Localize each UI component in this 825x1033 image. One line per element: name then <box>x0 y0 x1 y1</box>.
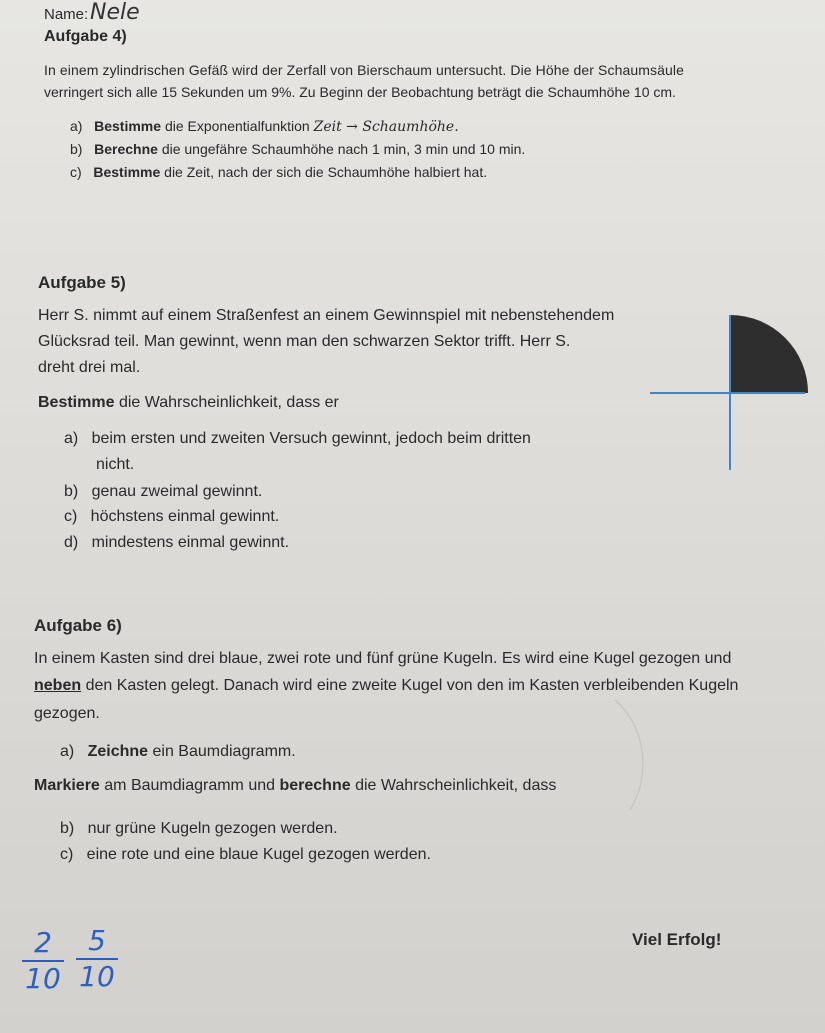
a5-item-b: b) genau zweimal gewinnt. <box>64 483 263 500</box>
a6-intro-2: neben den Kasten gelegt. Danach wird eine zweite Kugel von den im Kasten verbleibenden Kugeln <box>34 677 739 694</box>
a5-item-c: c) höchstens einmal gewinnt. <box>64 508 280 525</box>
a5-lead: Bestimme die Wahrscheinlichkeit, dass er <box>38 394 339 411</box>
handwritten-fraction-1 <box>22 928 64 994</box>
a5-intro-3: dreht drei mal. <box>38 359 141 376</box>
fraction-2-numerator: 5 <box>88 924 106 957</box>
a5-intro-1: Herr S. nimmt auf einem Straßenfest an einem Gewinnspiel mit nebenstehendem <box>38 307 615 324</box>
handwritten-fraction-2 <box>76 926 118 992</box>
name-label: Name: <box>44 6 89 23</box>
wheel-winning-sector <box>730 315 808 393</box>
fraction-2-denominator: 10 <box>79 960 115 993</box>
a5-intro-2: Glücksrad teil. Man gewinnt, wenn man den schwarzen Sektor trifft. Herr S. <box>38 333 571 350</box>
a6-intro-1: In einem Kasten sind drei blaue, zwei rote und fünf grüne Kugeln. Es wird eine Kugel gezogen und <box>34 650 732 667</box>
fraction-1-denominator: 10 <box>25 962 61 995</box>
a6-title: Aufgabe 6) <box>34 616 122 635</box>
fraction-1-numerator: 2 <box>34 926 52 959</box>
a6-item-c: c) eine rote und eine blaue Kugel gezogen werden. <box>60 846 431 863</box>
paper-curl-mark <box>610 695 650 815</box>
lucky-wheel <box>645 310 815 480</box>
a4-item-a: a) Bestimme die Exponentialfunktion Zeit → Schaumhöhe. <box>70 118 459 135</box>
a4-intro-1: In einem zylindrischen Gefäß wird der Zerfall von Bierschaum untersucht. Die Höhe der Schaumsäule <box>44 62 684 78</box>
a6-item-a: a) Zeichne ein Baumdiagramm. <box>60 743 296 760</box>
a4-title: Aufgabe 4) <box>44 28 127 45</box>
name-signature: Nele <box>90 0 140 25</box>
a5-title: Aufgabe 5) <box>38 273 126 292</box>
a6-intro-3: gezogen. <box>34 705 100 722</box>
a6-lead: Markiere am Baumdiagramm und berechne die Wahrscheinlichkeit, dass <box>34 777 557 794</box>
a4-item-b: b) Berechne die ungefähre Schaumhöhe nach 1 min, 3 min und 10 min. <box>70 141 526 157</box>
a5-item-a-cont: nicht. <box>96 456 135 473</box>
a6-item-b: b) nur grüne Kugeln gezogen werden. <box>60 820 338 837</box>
a5-item-a: a) beim ersten und zweiten Versuch gewinnt, jedoch beim dritten <box>64 430 531 447</box>
a4-item-c: c) Bestimme die Zeit, nach der sich die Schaumhöhe halbiert hat. <box>70 164 488 180</box>
closing-text: Viel Erfolg! <box>632 930 722 949</box>
a4-intro-2: verringert sich alle 15 Sekunden um 9%. Zu Beginn der Beobachtung beträgt die Schaumhöhe 10 cm. <box>44 84 676 100</box>
a5-item-d: d) mindestens einmal gewinnt. <box>64 534 290 551</box>
